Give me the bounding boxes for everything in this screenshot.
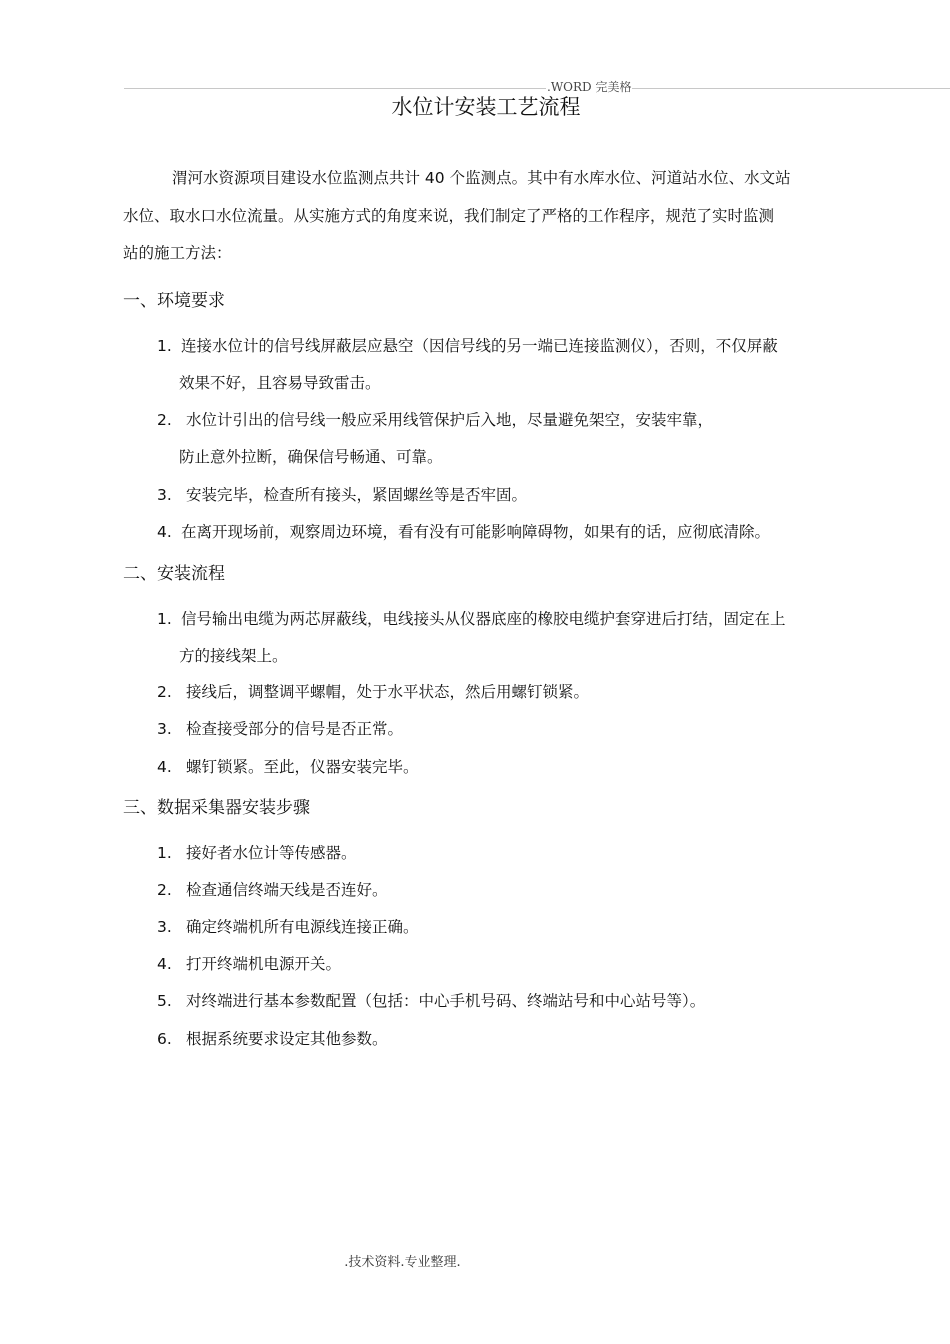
section-heading: 一、环境要求 xyxy=(123,291,225,311)
list-item xyxy=(157,1021,857,1058)
item-text: 水位计引出的信号线一般应采用线管保护后入地，尽量避免架空，安装牢靠， xyxy=(186,411,714,429)
list-item xyxy=(157,601,857,675)
item-number: 1. xyxy=(157,844,172,862)
item-text: 在离开现场前，观察周边环境，看有没有可能影响障碍物，如果有的话，应彻底清除。 xyxy=(181,523,771,541)
item-number: 1. xyxy=(157,610,172,628)
item-text: 效果不好，且容易导致雷击。 xyxy=(179,374,381,392)
list-item xyxy=(157,674,857,711)
page-footer: .技术资料.专业整理. xyxy=(344,1255,461,1270)
list-item xyxy=(157,909,857,946)
item-text: 连接水位计的信号线屏蔽层应悬空（因信号线的另一端已连接监测仪），否则，不仅屏蔽 xyxy=(181,337,778,355)
item-text: 检查通信终端天线是否连好。 xyxy=(186,881,388,899)
section-heading: 二、安装流程 xyxy=(123,564,225,584)
section-heading: 三、数据采集器安装步骤 xyxy=(123,798,310,818)
list-item xyxy=(157,328,857,402)
item-number: 2. xyxy=(157,683,172,701)
item-number: 1. xyxy=(157,337,172,355)
header-watermark: .WORD 完美格 xyxy=(547,80,632,94)
item-text: 对终端进行基本参数配置（包括：中心手机号码、终端站号和中心站号等）。 xyxy=(186,992,706,1010)
item-text: 安装完毕，检查所有接头，紧固螺丝等是否牢固。 xyxy=(186,486,528,504)
item-number: 4. xyxy=(157,523,172,541)
item-number: 3. xyxy=(157,720,172,738)
item-number: 3. xyxy=(157,486,172,504)
list-item xyxy=(157,514,857,551)
item-text: 检查接受部分的信号是否正常。 xyxy=(186,720,404,738)
list-item xyxy=(157,477,857,514)
list-item xyxy=(157,946,857,983)
list-item xyxy=(157,872,857,909)
list-item xyxy=(157,711,857,748)
item-number: 2. xyxy=(157,411,172,429)
item-number: 2. xyxy=(157,881,172,899)
intro-line: 水位、取水口水位流量。从实施方式的角度来说，我们制定了严格的工作程序，规范了实时监测 xyxy=(123,206,775,225)
item-text: 方的接线架上。 xyxy=(179,647,288,665)
item-text: 打开终端机电源开关。 xyxy=(186,955,342,973)
item-number: 4. xyxy=(157,758,172,776)
item-text: 根据系统要求设定其他参数。 xyxy=(186,1030,388,1048)
intro-paragraph xyxy=(123,160,847,273)
item-number: 5. xyxy=(157,992,172,1010)
list-item xyxy=(157,983,857,1020)
item-text: 螺钉锁紧。至此，仪器安装完毕。 xyxy=(186,758,419,776)
item-text: 防止意外拉断，确保信号畅通、可靠。 xyxy=(179,448,443,466)
item-text: 确定终端机所有电源线连接正确。 xyxy=(186,918,419,936)
item-number: 4. xyxy=(157,955,172,973)
item-number: 6. xyxy=(157,1030,172,1048)
header-rule xyxy=(124,88,950,89)
document-title: 水位计安装工艺流程 xyxy=(391,95,581,119)
list-item xyxy=(157,402,857,476)
intro-line: 渭河水资源项目建设水位监测点共计 40 个监测点。其中有水库水位、河道站水位、水文站 xyxy=(172,169,791,187)
item-number: 3. xyxy=(157,918,172,936)
list-item xyxy=(157,749,857,786)
list-item xyxy=(157,835,857,872)
intro-line: 站的施工方法： xyxy=(123,244,232,262)
item-text: 信号输出电缆为两芯屏蔽线，电线接头从仪器底座的橡胶电缆护套穿进后打结，固定在上 xyxy=(181,610,786,628)
item-text: 接好者水位计等传感器。 xyxy=(186,844,357,862)
item-text: 接线后，调整调平螺帽，处于水平状态，然后用螺钉锁紧。 xyxy=(186,683,590,701)
